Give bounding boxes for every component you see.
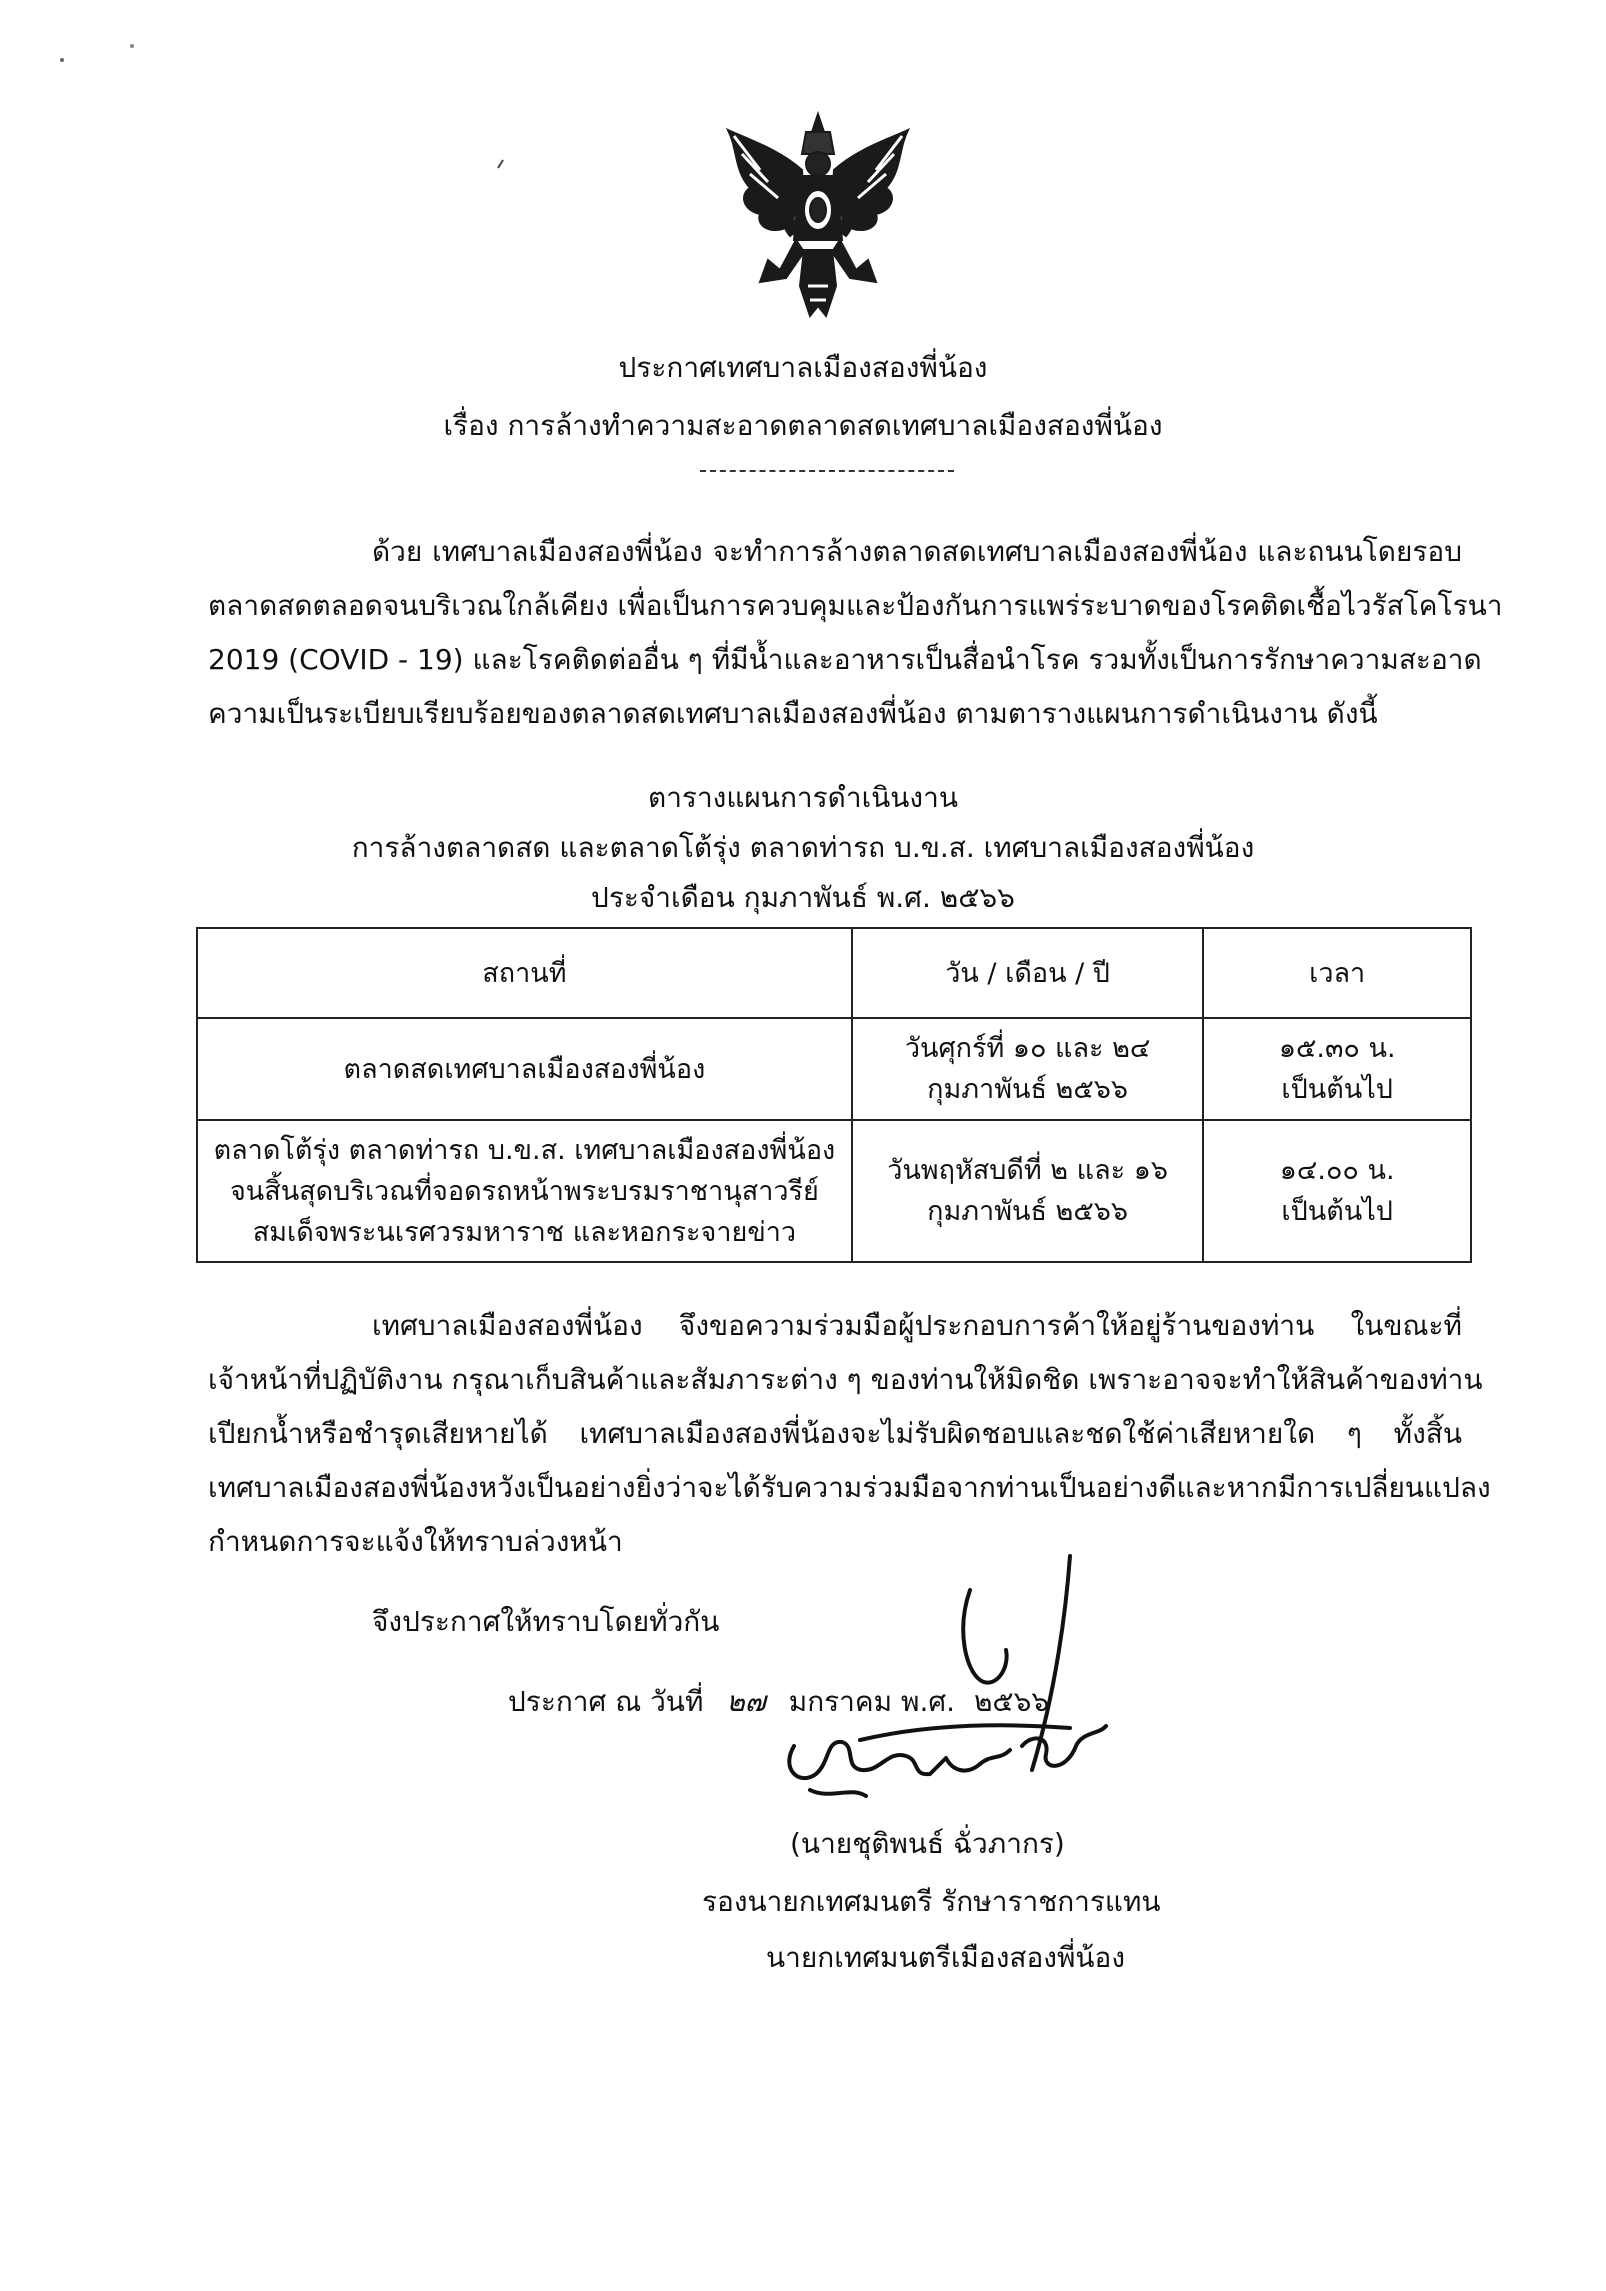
date-day: ๒๗ — [726, 1685, 766, 1718]
schedule-title-2: การล้างตลาดสด และตลาดโต้รุ่ง ตลาดท่ารถ บ.ข.ส. เทศบาลเมืองสองพี่น้อง — [351, 831, 1255, 864]
intro-line-4: ความเป็นระเบียบเรียบร้อยของตลาดสดเทศบาลเมืองสองพี่น้อง ตามตารางแผนการดำเนินงาน ดังนี้ — [208, 697, 1378, 730]
cell-line: ตลาดสดเทศบาลเมืองสองพี่น้อง — [343, 1053, 706, 1085]
closing-line-2: เจ้าหน้าที่ปฏิบัติงาน กรุณาเก็บสินค้าและสัมภาระต่าง ๆ ของท่านให้มิดชิด เพราะอาจจะทำให้สินค้าของท่าน — [208, 1363, 1483, 1396]
schedule-table — [196, 927, 1472, 1263]
cell-line: วันศุกร์ที่ ๑๐ และ ๒๔ — [904, 1033, 1151, 1064]
cell-line: เป็นต้นไป — [1281, 1074, 1393, 1105]
row-1-place — [197, 1018, 852, 1120]
cell-line: จนสิ้นสุดบริเวณที่จอดรถหน้าพระบรมราชานุสาวรีย์ — [229, 1175, 819, 1207]
date-year: ๒๕๖๖ — [973, 1685, 1050, 1718]
announcement-title: ประกาศเทศบาลเมืองสองพี่น้อง — [618, 351, 988, 384]
signatory-position-1: รองนายกเทศมนตรี รักษาราชการแทน — [702, 1885, 1161, 1918]
cell-line: กุมภาพันธ์ ๒๕๖๖ — [927, 1196, 1129, 1227]
closing-line-1: เทศบาลเมืองสองพี่น้อง จึงขอความร่วมมือผู้ประกอบการค้าให้อยู่ร้านของท่าน ในขณะที่ — [372, 1309, 1462, 1342]
closing-line-4: เทศบาลเมืองสองพี่น้องหวังเป็นอย่างยิ่งว่าจะได้รับความร่วมมือจากท่านเป็นอย่างดีและหากมีการเปลี่ยนแปลง — [208, 1471, 1491, 1504]
closing-line-5: กำหนดการจะแจ้งให้ทราบล่วงหน้า — [208, 1525, 623, 1558]
announcement-subject: เรื่อง การล้างทำความสะอาดตลาดสดเทศบาลเมืองสองพี่น้อง — [443, 409, 1163, 442]
row-2-place — [197, 1120, 852, 1262]
date-month: มกราคม พ.ศ. — [788, 1685, 956, 1718]
signatory-name: (นายชุติพนธ์ ฉั่วภากร) — [790, 1827, 1065, 1860]
column-header-place: สถานที่ — [197, 928, 852, 1018]
signatory-position-2: นายกเทศมนตรีเมืองสองพี่น้อง — [766, 1941, 1126, 1974]
intro-line-1: ด้วย เทศบาลเมืองสองพี่น้อง จะทำการล้างตลาดสดเทศบาลเมืองสองพี่น้อง และถนนโดยรอบ — [372, 535, 1462, 568]
cell-line: สมเด็จพระนเรศวรมหาราช และหอกระจายข่าว — [252, 1216, 797, 1248]
cell-line: ตลาดโต้รุ่ง ตลาดท่ารถ บ.ข.ส. เทศบาลเมืองสองพี่น้อง — [213, 1134, 836, 1166]
row-1-date — [852, 1018, 1204, 1120]
table-row — [197, 1120, 1471, 1262]
cell-line: ๑๔.๐๐ น. — [1279, 1155, 1395, 1186]
column-header-date: วัน / เดือน / ปี — [852, 928, 1204, 1018]
table-row — [197, 1018, 1471, 1120]
handwritten-signature — [770, 1550, 1150, 1820]
cell-line: เป็นต้นไป — [1281, 1196, 1393, 1227]
table-header-row — [197, 928, 1471, 1018]
scan-specks — [0, 0, 1606, 200]
intro-line-3: 2019 (COVID - 19) และโรคติดต่ออื่น ๆ ที่มีน้ำและอาหารเป็นสื่อนำโรค รวมทั้งเป็นการรักษาความสะอาด — [208, 643, 1482, 676]
cell-line: วันพฤหัสบดีที่ ๒ และ ๑๖ — [887, 1155, 1168, 1186]
column-header-time: เวลา — [1203, 928, 1471, 1018]
header-divider — [700, 470, 954, 472]
closing-line-3: เปียกน้ำหรือชำรุดเสียหายได้ เทศบาลเมืองสองพี่น้องจะไม่รับผิดชอบและชดใช้ค่าเสียหายใด ๆ ทั้งสิ้น — [208, 1417, 1462, 1450]
row-2-time — [1203, 1120, 1471, 1262]
announce-line: จึงประกาศให้ทราบโดยทั่วกัน — [372, 1605, 720, 1638]
schedule-title-3: ประจำเดือน กุมภาพันธ์ พ.ศ. ๒๕๖๖ — [591, 881, 1015, 914]
intro-line-2: ตลาดสดตลอดจนบริเวณใกล้เคียง เพื่อเป็นการควบคุมและป้องกันการแพร่ระบาดของโรคติดเชื้อไวรัสโคโรนา — [208, 589, 1503, 622]
row-1-time — [1203, 1018, 1471, 1120]
cell-line: ๑๕.๓๐ น. — [1278, 1033, 1396, 1064]
date-prefix: ประกาศ ณ วันที่ — [508, 1685, 704, 1718]
schedule-title-1: ตารางแผนการดำเนินงาน — [648, 781, 958, 814]
cell-line: กุมภาพันธ์ ๒๕๖๖ — [927, 1074, 1129, 1105]
row-2-date — [852, 1120, 1204, 1262]
